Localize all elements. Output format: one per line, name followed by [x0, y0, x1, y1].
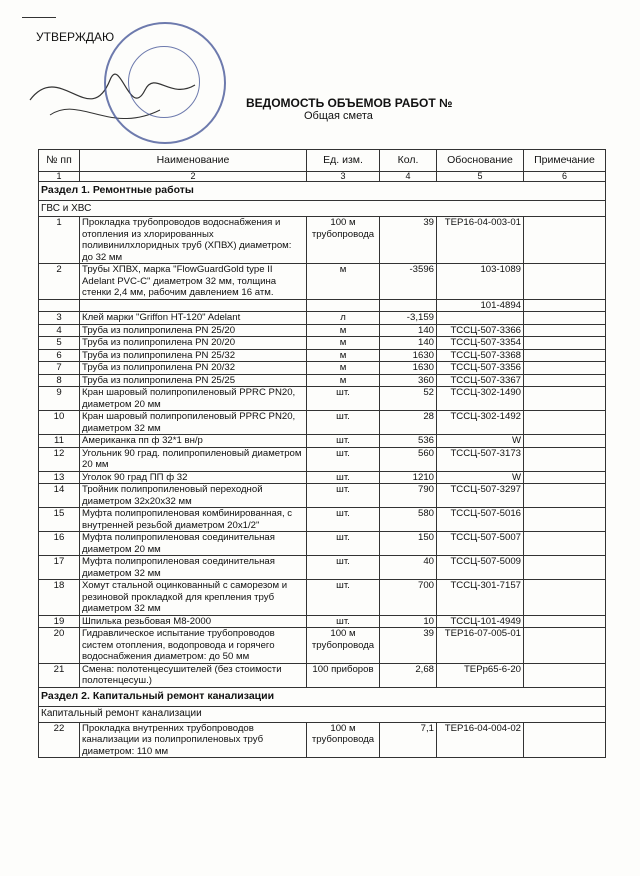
row-number: 12: [39, 447, 80, 471]
row-name: Муфта полипропиленовая соединительная диаметром 32 мм: [80, 556, 307, 580]
header-note: Примечание: [524, 150, 606, 172]
row-name: Прокладка внутренних трубопроводов канализации из полипропиленовых труб диаметром: 110 мм: [80, 722, 307, 758]
row-quantity: 2,68: [380, 663, 437, 687]
row-unit: м: [307, 264, 380, 300]
table-row: [39, 362, 606, 375]
row-quantity: -3,159: [380, 312, 437, 325]
row-quantity: 1630: [380, 349, 437, 362]
col-number: 3: [307, 172, 380, 182]
row-basis: ТССЦ-302-1490: [437, 387, 524, 411]
row-note: [524, 362, 606, 375]
row-unit: шт.: [307, 435, 380, 448]
table-row: [39, 508, 606, 532]
row-name: Хомут стальной оцинкованный с саморезом и резиновой прокладкой для крепления труб диаметром 32 мм: [80, 580, 307, 616]
row-basis: ТССЦ-507-3354: [437, 337, 524, 350]
row-unit: шт.: [307, 556, 380, 580]
row-unit: 100 м трубопровода: [307, 628, 380, 664]
row-note: [524, 312, 606, 325]
row-note: [524, 374, 606, 387]
subsection-title: ГВС и ХВС: [39, 201, 606, 217]
row-name: Угольник 90 град. полипропиленовый диаметром 20 мм: [80, 447, 307, 471]
row-note: [524, 556, 606, 580]
row-unit: шт.: [307, 484, 380, 508]
table-row: [39, 615, 606, 628]
row-quantity: 700: [380, 580, 437, 616]
row-basis: ТЕРр65-6-20: [437, 663, 524, 687]
row-basis: 101-4894: [437, 299, 524, 312]
row-quantity: 150: [380, 532, 437, 556]
row-unit: шт.: [307, 532, 380, 556]
row-name: Муфта полипропиленовая соединительная диаметром 20 мм: [80, 532, 307, 556]
row-number: 16: [39, 532, 80, 556]
row-basis: 103-1089: [437, 264, 524, 300]
row-basis: ТССЦ-301-7157: [437, 580, 524, 616]
row-note: [524, 484, 606, 508]
row-note: [524, 580, 606, 616]
row-unit: м: [307, 362, 380, 375]
row-number: [39, 299, 80, 312]
section-title: Раздел 2. Капитальный ремонт канализации: [39, 687, 606, 706]
col-number: 2: [80, 172, 307, 182]
row-number: 1: [39, 217, 80, 264]
approve-label: УТВЕРЖДАЮ: [36, 30, 115, 44]
table-row: [39, 447, 606, 471]
row-basis: ТССЦ-101-4949: [437, 615, 524, 628]
table-header: [39, 150, 606, 172]
row-unit: шт.: [307, 615, 380, 628]
row-number: 2: [39, 264, 80, 300]
row-note: [524, 264, 606, 300]
row-quantity: 39: [380, 217, 437, 264]
row-quantity: 39: [380, 628, 437, 664]
row-unit: шт.: [307, 447, 380, 471]
row-note: [524, 628, 606, 664]
row-quantity: 140: [380, 324, 437, 337]
row-name: Гидравлическое испытание трубопроводов систем отопления, водопровода и горячего водоснабжения диаметром: до 50 мм: [80, 628, 307, 664]
row-note: [524, 471, 606, 484]
section-title: Раздел 1. Ремонтные работы: [39, 182, 606, 201]
row-basis: W: [437, 435, 524, 448]
row-note: [524, 349, 606, 362]
table-row: [39, 299, 606, 312]
row-note: [524, 447, 606, 471]
row-number: 15: [39, 508, 80, 532]
table-row: [39, 374, 606, 387]
row-number: 10: [39, 411, 80, 435]
row-name: Трубы ХПВХ, марка "FlowGuardGold type II Adelant PVC-C" диаметром 32 мм, толщина стенки 2,4 мм, рабочим давлением 16 атм.: [80, 264, 307, 300]
row-quantity: 560: [380, 447, 437, 471]
row-quantity: 7,1: [380, 722, 437, 758]
row-unit: шт.: [307, 471, 380, 484]
row-name: Прокладка трубопроводов водоснабжения и отопления из хлорированных поливинилхлоридных труб (ХПВХ) диаметром: до 32 мм: [80, 217, 307, 264]
table-row: [39, 663, 606, 687]
col-number: 1: [39, 172, 80, 182]
row-basis: ТССЦ-507-3367: [437, 374, 524, 387]
row-number: 21: [39, 663, 80, 687]
column-numbers: [39, 172, 606, 182]
row-unit: 100 м трубопровода: [307, 217, 380, 264]
row-name: Муфта полипропиленовая комбинированная, с внутренней резьбой диаметром 20х1/2": [80, 508, 307, 532]
row-unit: шт.: [307, 580, 380, 616]
row-number: 18: [39, 580, 80, 616]
table-row: [39, 435, 606, 448]
row-note: [524, 387, 606, 411]
row-quantity: 1210: [380, 471, 437, 484]
row-unit: 100 приборов: [307, 663, 380, 687]
row-note: [524, 663, 606, 687]
row-basis: ТССЦ-302-1492: [437, 411, 524, 435]
row-name: Труба из полипропилена PN 25/20: [80, 324, 307, 337]
row-note: [524, 299, 606, 312]
table-row: [39, 312, 606, 325]
row-basis: ТССЦ-507-3173: [437, 447, 524, 471]
row-name: Кран шаровый полипропиленовый PPRC PN20, диаметром 20 мм: [80, 387, 307, 411]
row-quantity: 52: [380, 387, 437, 411]
row-name: Труба из полипропилена PN 20/32: [80, 362, 307, 375]
header-name: Наименование: [80, 150, 307, 172]
row-name: Труба из полипропилена PN 25/25: [80, 374, 307, 387]
row-unit: м: [307, 374, 380, 387]
row-note: [524, 411, 606, 435]
row-number: 6: [39, 349, 80, 362]
table-row: [39, 484, 606, 508]
row-quantity: 536: [380, 435, 437, 448]
row-basis: ТССЦ-507-5007: [437, 532, 524, 556]
row-note: [524, 615, 606, 628]
header-unit: Ед. изм.: [307, 150, 380, 172]
subsection-title: Капитальный ремонт канализации: [39, 706, 606, 722]
row-basis: ТССЦ-507-5009: [437, 556, 524, 580]
row-basis: [437, 312, 524, 325]
table-row: [39, 411, 606, 435]
row-name: Труба из полипропилена PN 20/20: [80, 337, 307, 350]
row-unit: л: [307, 312, 380, 325]
row-number: 4: [39, 324, 80, 337]
table-row: [39, 264, 606, 300]
top-line: [22, 17, 56, 18]
row-name: Кран шаровый полипропиленовый PPRC PN20, диаметром 32 мм: [80, 411, 307, 435]
row-quantity: [380, 299, 437, 312]
row-note: [524, 337, 606, 350]
row-basis: ТССЦ-507-3297: [437, 484, 524, 508]
table-row: [39, 217, 606, 264]
row-quantity: 10: [380, 615, 437, 628]
row-basis: ТССЦ-507-3366: [437, 324, 524, 337]
header-basis: Обоснование: [437, 150, 524, 172]
row-name: Смена: полотенцесушителей (без стоимости полотенцесуш.): [80, 663, 307, 687]
row-name: Труба из полипропилена PN 25/32: [80, 349, 307, 362]
row-number: 20: [39, 628, 80, 664]
header-qty: Кол.: [380, 150, 437, 172]
row-number: 9: [39, 387, 80, 411]
row-quantity: 140: [380, 337, 437, 350]
row-unit: шт.: [307, 411, 380, 435]
col-number: 4: [380, 172, 437, 182]
table-row: [39, 349, 606, 362]
row-number: 17: [39, 556, 80, 580]
row-name: [80, 299, 307, 312]
table-row: [39, 337, 606, 350]
row-note: [524, 722, 606, 758]
table-row: [39, 580, 606, 616]
row-note: [524, 217, 606, 264]
row-basis: ТЕР16-04-003-01: [437, 217, 524, 264]
row-basis: ТЕР16-04-004-02: [437, 722, 524, 758]
volume-table: [38, 149, 606, 758]
table-row: [39, 532, 606, 556]
row-number: 14: [39, 484, 80, 508]
table-row: [39, 628, 606, 664]
stamp: [104, 22, 226, 144]
row-name: Клей марки "Griffon HT-120" Adelant: [80, 312, 307, 325]
row-quantity: 790: [380, 484, 437, 508]
col-number: 5: [437, 172, 524, 182]
row-name: Уголок 90 град ПП ф 32: [80, 471, 307, 484]
row-note: [524, 435, 606, 448]
row-unit: м: [307, 337, 380, 350]
row-number: 22: [39, 722, 80, 758]
row-quantity: 580: [380, 508, 437, 532]
row-basis: ТССЦ-507-3368: [437, 349, 524, 362]
row-unit: 100 м трубопровода: [307, 722, 380, 758]
row-number: 11: [39, 435, 80, 448]
row-unit: шт.: [307, 508, 380, 532]
row-name: Тройник полипропиленовый переходной диаметром 32х20х32 мм: [80, 484, 307, 508]
row-number: 5: [39, 337, 80, 350]
row-basis: ТССЦ-507-5016: [437, 508, 524, 532]
row-note: [524, 508, 606, 532]
row-name: Шпилька резьбовая М8-2000: [80, 615, 307, 628]
row-quantity: 360: [380, 374, 437, 387]
table-row: [39, 471, 606, 484]
row-number: 13: [39, 471, 80, 484]
row-number: 3: [39, 312, 80, 325]
row-number: 8: [39, 374, 80, 387]
row-note: [524, 324, 606, 337]
row-quantity: -3596: [380, 264, 437, 300]
header-num: № пп: [39, 150, 80, 172]
row-unit: м: [307, 349, 380, 362]
document-title: ВЕДОМОСТЬ ОБЪЕМОВ РАБОТ №: [246, 96, 453, 110]
row-unit: шт.: [307, 387, 380, 411]
row-basis: W: [437, 471, 524, 484]
row-unit: [307, 299, 380, 312]
row-quantity: 40: [380, 556, 437, 580]
row-quantity: 1630: [380, 362, 437, 375]
row-unit: м: [307, 324, 380, 337]
document-subtitle: Общая смета: [304, 110, 373, 122]
row-note: [524, 532, 606, 556]
table-row: [39, 387, 606, 411]
row-basis: ТССЦ-507-3356: [437, 362, 524, 375]
row-quantity: 28: [380, 411, 437, 435]
table-row: [39, 722, 606, 758]
row-basis: ТЕР16-07-005-01: [437, 628, 524, 664]
table-row: [39, 556, 606, 580]
col-number: 6: [524, 172, 606, 182]
row-name: Американка пп ф 32*1 вн/р: [80, 435, 307, 448]
row-number: 19: [39, 615, 80, 628]
table-row: [39, 324, 606, 337]
row-number: 7: [39, 362, 80, 375]
